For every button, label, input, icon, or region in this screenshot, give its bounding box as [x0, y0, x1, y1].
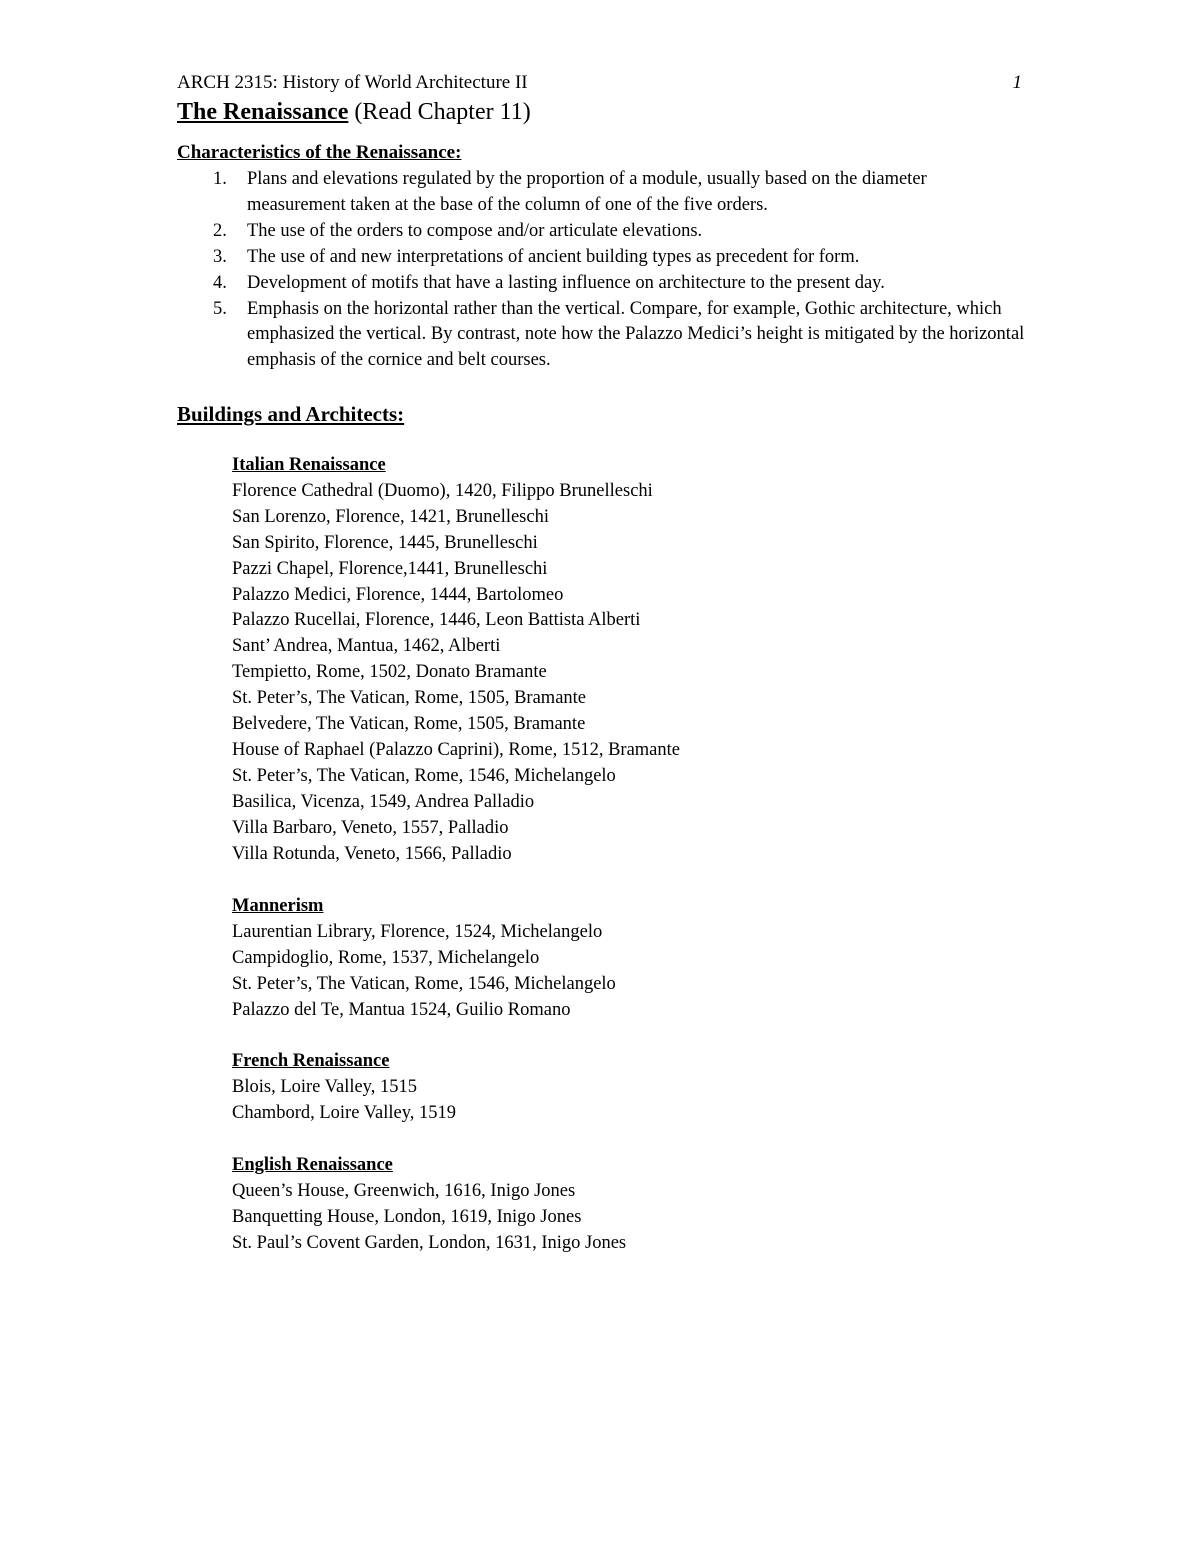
building-item: Pazzi Chapel, Florence,1441, Brunelleschi: [232, 558, 548, 579]
building-item: Palazzo Medici, Florence, 1444, Bartolomeo: [232, 584, 564, 605]
building-item: San Spirito, Florence, 1445, Brunelleschi: [232, 532, 538, 553]
list-item-text: Plans and elevations regulated by the proportion of a module, usually based on the diameter measurement taken at the base of the column of one of the five orders.: [247, 169, 927, 215]
building-item: Campidoglio, Rome, 1537, Michelangelo: [232, 947, 540, 968]
building-item: St. Peter’s, The Vatican, Rome, 1546, Michelangelo: [232, 973, 616, 994]
building-list: [232, 479, 1032, 868]
building-item: Sant’ Andrea, Mantua, 1462, Alberti: [232, 636, 501, 657]
title-subtitle: (Read Chapter 11): [348, 99, 531, 125]
building-item: Palazzo Rucellai, Florence, 1446, Leon Battista Alberti: [232, 610, 641, 631]
document-title: [177, 96, 531, 128]
list-item-text: Development of motifs that have a lasting influence on architecture to the present day.: [247, 272, 885, 293]
group-heading: English Renaissance: [232, 1155, 393, 1175]
building-item: St. Peter’s, The Vatican, Rome, 1546, Michelangelo: [232, 765, 616, 786]
building-item: Laurentian Library, Florence, 1524, Michelangelo: [232, 921, 603, 942]
buildings-heading: Buildings and Architects:: [177, 402, 405, 426]
list-item: [177, 271, 1027, 297]
building-item: Belvedere, The Vatican, Rome, 1505, Bramante: [232, 714, 586, 735]
list-item-text: The use of the orders to compose and/or articulate elevations.: [247, 220, 703, 241]
page-header: [177, 70, 1022, 96]
building-item: St. Peter’s, The Vatican, Rome, 1505, Bramante: [232, 688, 587, 709]
building-item: Chambord, Loire Valley, 1519: [232, 1102, 457, 1123]
building-item: Queen’s House, Greenwich, 1616, Inigo Jones: [232, 1180, 576, 1201]
group-heading: French Renaissance: [232, 1051, 390, 1071]
list-item: [177, 167, 1027, 219]
characteristics-list: [177, 167, 1027, 374]
building-item: San Lorenzo, Florence, 1421, Brunelleschi: [232, 506, 549, 527]
group-heading: Mannerism: [232, 896, 324, 916]
list-item-number: 2.: [213, 220, 227, 241]
building-item: House of Raphael (Palazzo Caprini), Rome, 1512, Bramante: [232, 739, 680, 760]
list-item-number: 5.: [213, 298, 227, 319]
group-heading: Italian Renaissance: [232, 455, 386, 475]
list-item: [177, 219, 1027, 245]
building-item: St. Paul’s Covent Garden, London, 1631, Inigo Jones: [232, 1232, 627, 1253]
building-item: Palazzo del Te, Mantua 1524, Guilio Romano: [232, 999, 571, 1020]
group-italian-renaissance: [232, 453, 1032, 868]
building-list: [232, 920, 1032, 1024]
group-mannerism: [232, 894, 1032, 1024]
list-item: [177, 245, 1027, 271]
building-list: [232, 1179, 1032, 1257]
list-item-number: 4.: [213, 272, 227, 293]
building-item: Tempietto, Rome, 1502, Donato Bramante: [232, 662, 547, 683]
building-item: Villa Barbaro, Veneto, 1557, Palladio: [232, 817, 509, 838]
course-title: ARCH 2315: History of World Architecture II: [177, 72, 528, 93]
title-main: The Renaissance: [177, 99, 349, 125]
building-item: Basilica, Vicenza, 1549, Andrea Palladio: [232, 791, 535, 812]
building-item: Blois, Loire Valley, 1515: [232, 1076, 417, 1097]
building-item: Villa Rotunda, Veneto, 1566, Palladio: [232, 843, 512, 864]
group-french-renaissance: [232, 1049, 1032, 1127]
building-item: Florence Cathedral (Duomo), 1420, Filippo Brunelleschi: [232, 480, 653, 501]
building-list: [232, 1075, 1032, 1127]
page-number: 1: [1012, 72, 1022, 93]
list-item-text: Emphasis on the horizontal rather than the vertical. Compare, for example, Gothic architecture, which emphasized the vertical. By contrast, note how the Palazzo Medici’s height is mitigated by the horizontal emphasis of the cornice and belt courses.: [247, 298, 1025, 371]
list-item-number: 1.: [213, 169, 227, 189]
building-item: Banquetting House, London, 1619, Inigo Jones: [232, 1206, 582, 1227]
list-item-number: 3.: [213, 246, 227, 267]
list-item-text: The use of and new interpretations of ancient building types as precedent for form.: [247, 246, 860, 267]
group-english-renaissance: [232, 1153, 1032, 1257]
list-item: [177, 297, 1027, 375]
characteristics-heading: Characteristics of the Renaissance:: [177, 142, 462, 163]
